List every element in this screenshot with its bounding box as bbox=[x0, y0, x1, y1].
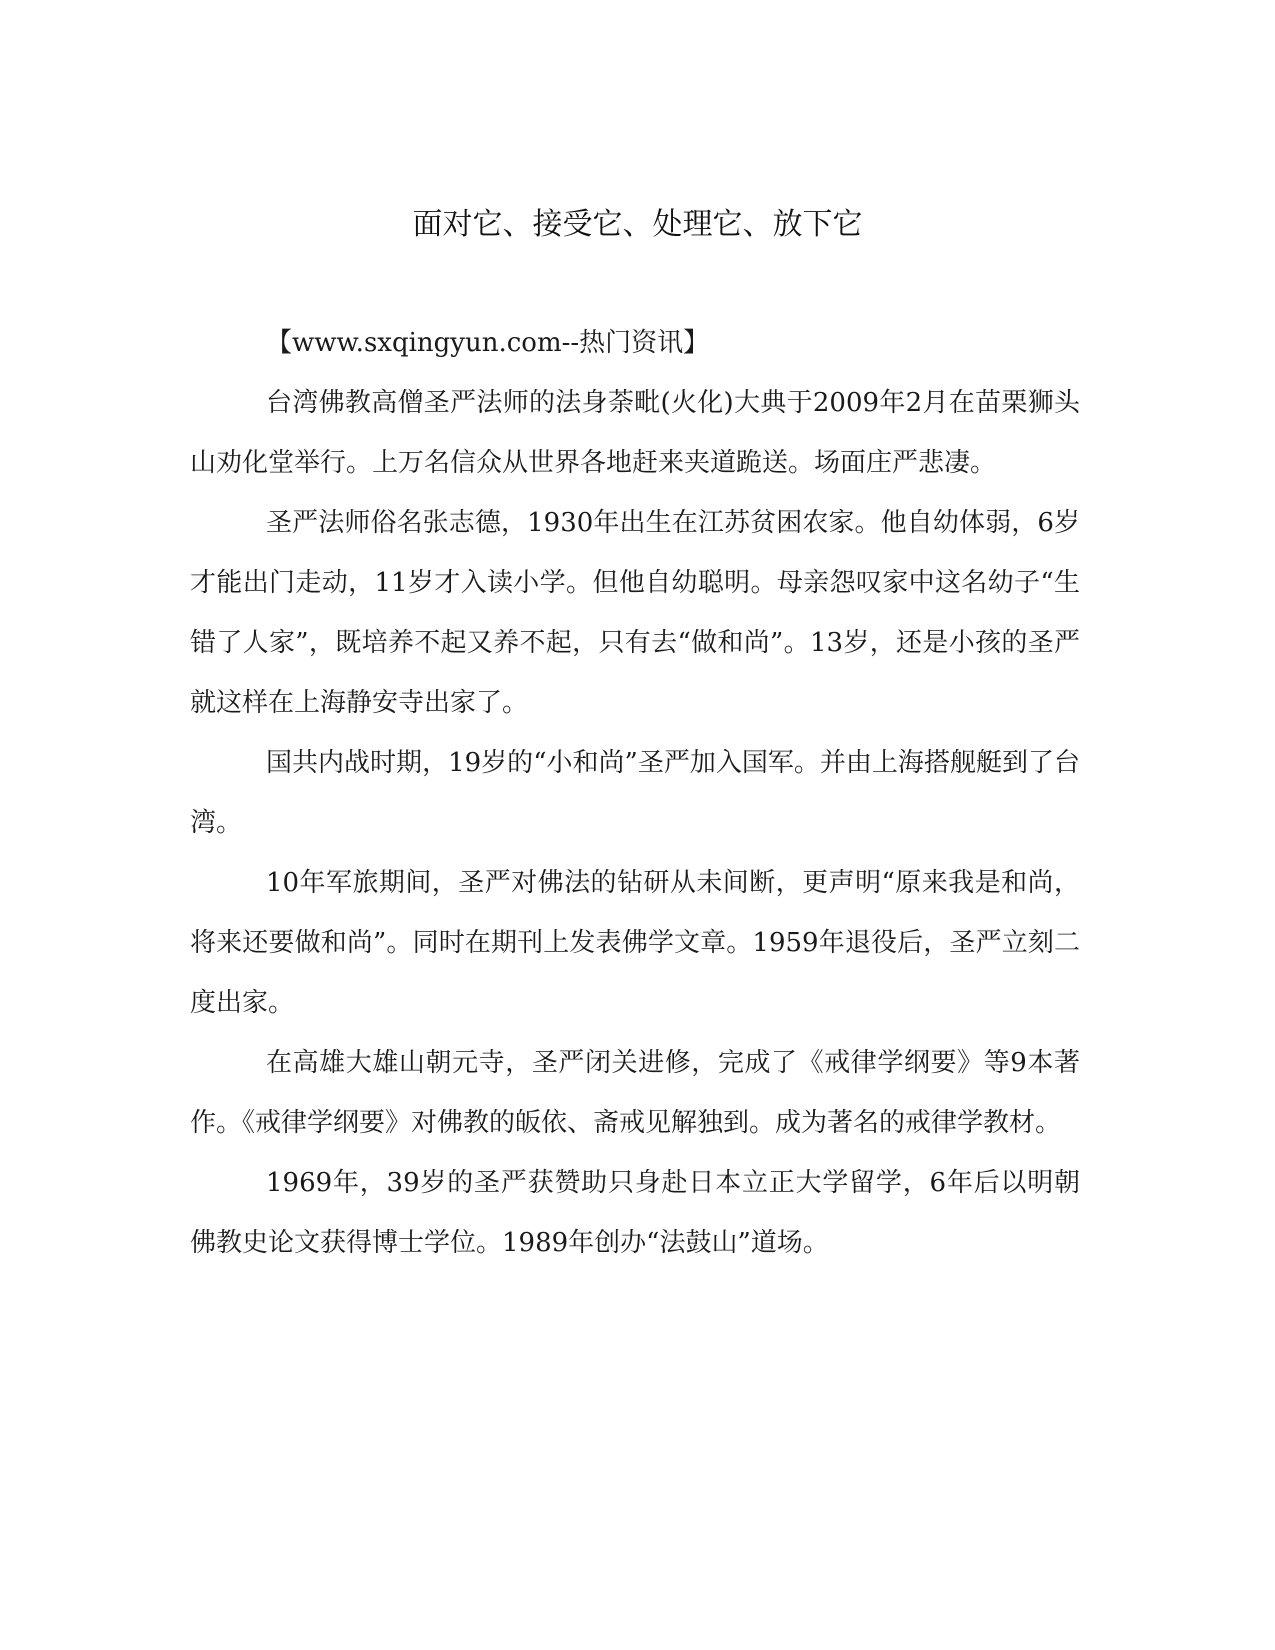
source-tag: 【www.sxqingyun.com--热门资讯】 bbox=[266, 328, 710, 358]
paragraph-5: 在高雄大雄山朝元寺，圣严闭关进修，完成了《戒律学纲要》等9本著作。《戒律学纲要》对佛教的皈依、斋戒见解独到。成为著名的戒律学教材。 bbox=[190, 1048, 1080, 1138]
paragraph-2: 圣严法师俗名张志德，1930年出生在江苏贫困农家。他自幼体弱，6岁才能出门走动，11岁才入读小学。但他自幼聪明。母亲怨叹家中这名幼子“生错了人家”，既培养不起又养不起，只有去“做和尚”。13岁，还是小孩的圣严就这样在上海静安寺出家了。 bbox=[190, 508, 1080, 718]
paragraph-1: 台湾佛教高僧圣严法师的法身荼毗(火化)大典于2009年2月在苗栗狮头山劝化堂举行。上万名信众从世界各地赶来夹道跪送。场面庄严悲凄。 bbox=[190, 388, 1080, 478]
paragraph-4: 10年军旅期间，圣严对佛法的钻研从未间断，更声明“原来我是和尚，将来还要做和尚”。同时在期刊上发表佛学文章。1959年退役后，圣严立刻二度出家。 bbox=[190, 868, 1080, 1018]
document-body bbox=[190, 313, 1080, 1273]
document-title: 面对它、接受它、处理它、放下它 bbox=[412, 207, 863, 242]
paragraph-6: 1969年，39岁的圣严获赞助只身赴日本立正大学留学，6年后以明朝佛教史论文获得博士学位。1989年创办“法鼓山”道场。 bbox=[190, 1168, 1080, 1258]
paragraph-3: 国共内战时期，19岁的“小和尚”圣严加入国军。并由上海搭舰艇到了台湾。 bbox=[190, 748, 1080, 838]
